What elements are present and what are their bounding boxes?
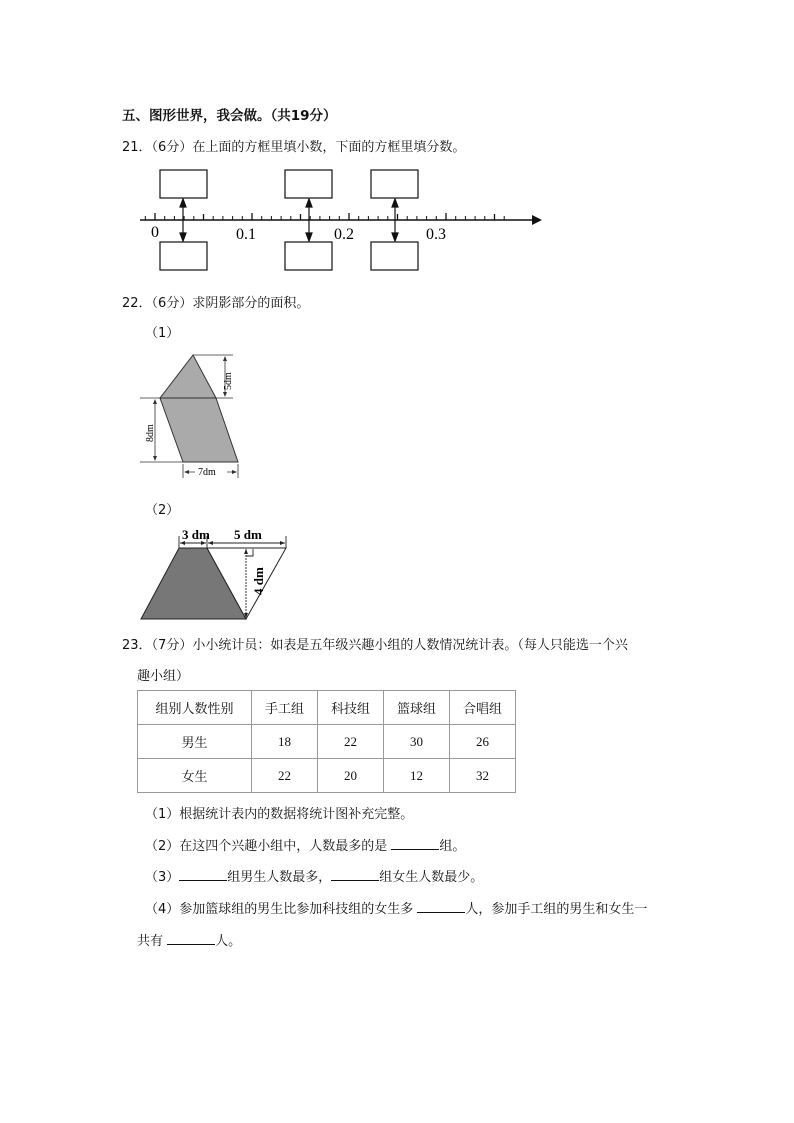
tick-label-0.1: 0.1 [236,226,256,243]
table-header-cell: 篮球组 [384,691,450,725]
table-cell: 26 [450,725,516,759]
number-line-figure [135,163,550,278]
answer-blank[interactable] [417,900,465,913]
row-label: 男生 [138,725,252,759]
bottom-answer-box-3[interactable] [371,242,418,270]
table-row [138,725,516,759]
arrow-down-icon [306,233,312,241]
answer-blank[interactable] [179,868,227,881]
tick-label-0.3: 0.3 [426,226,446,243]
table-cell: 22 [252,759,318,793]
question-21-text: 21．（6分）在上面的方框里填小数，下面的方框里填分数。 [122,140,466,155]
figure-2-trapezoid [138,525,290,623]
arrow-down-icon [392,233,398,241]
tick-label-0.2: 0.2 [334,226,354,243]
number-line-ticks [145,213,504,220]
section-title: 五、图形世界，我会做。（共19分） [122,108,337,124]
answer-blank[interactable] [331,868,379,881]
question-23-line1: 23．（7分）小小统计员：如表是五年级兴趣小组的人数情况统计表。（每人只能选一个兴 [122,638,628,653]
question-23-line2: 趣小组） [137,669,190,684]
arrow-down-icon [180,233,186,241]
dimension-8dm: 8dm [145,424,156,442]
table-header-cell: 合唱组 [450,691,516,725]
sub-question-3: （3） 组男生人数最多， 组女生人数最少。 [145,870,484,885]
part-1-label: （1） [145,326,180,341]
table-header-row [138,691,516,725]
table-cell: 22 [318,725,384,759]
bottom-answer-box-2[interactable] [285,242,332,270]
row-label: 女生 [138,759,252,793]
table-row [138,759,516,793]
dimension-7dm: 7dm [198,467,216,478]
figure-1-parallelogram [135,348,245,483]
top-answer-box-3[interactable] [371,170,418,198]
statistics-table [137,690,516,793]
answer-blank[interactable] [391,837,439,850]
sub-question-4-line1: （4）参加篮球组的男生比参加科技组的女生多 人，参加手工组的男生和女生一 [145,902,648,917]
tick-label-0: 0 [151,224,159,241]
table-cell: 12 [384,759,450,793]
table-cell: 32 [450,759,516,793]
table-cell: 20 [318,759,384,793]
top-answer-box-1[interactable] [160,170,207,198]
sub-question-2: （2）在这四个兴趣小组中，人数最多的是 组。 [145,839,466,854]
table-header-cell: 手工组 [252,691,318,725]
sub-question-1: （1）根据统计表内的数据将统计图补充完整。 [145,807,414,822]
question-22-text: 22．（6分）求阴影部分的面积。 [122,296,310,311]
dimension-3dm: 3 dm [182,527,210,542]
sub-question-4-line2: 共有 人。 [137,934,242,949]
arrow-up-icon [306,199,312,207]
dimension-5dm: 5dm [223,372,234,390]
part-2-label: （2） [145,503,180,518]
shaded-triangle [160,355,216,398]
table-cell: 30 [384,725,450,759]
dimension-5dm: 5 dm [234,527,262,542]
arrow-up-icon [392,199,398,207]
bottom-answer-box-1[interactable] [160,242,207,270]
table-header-cell: 科技组 [318,691,384,725]
table-header-cell: 组别人数性别 [138,691,252,725]
arrow-up-icon [180,199,186,207]
answer-blank[interactable] [167,932,215,945]
top-answer-box-2[interactable] [285,170,332,198]
dimension-4dm: 4 dm [251,567,266,595]
axis-arrow-icon [532,215,542,225]
shaded-parallelogram [160,398,238,462]
table-cell: 18 [252,725,318,759]
